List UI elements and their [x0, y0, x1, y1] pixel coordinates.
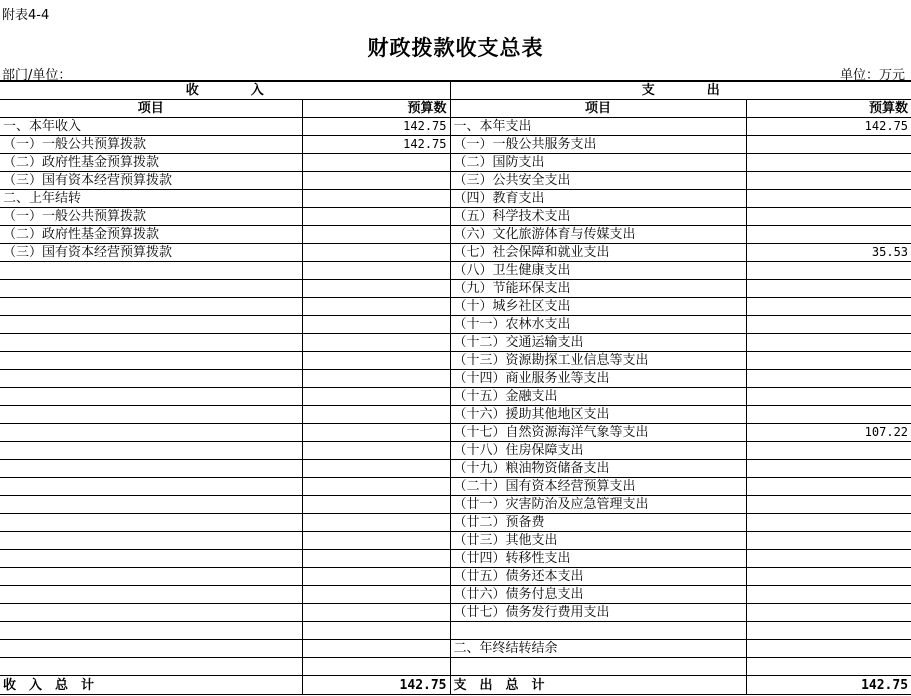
income-value	[302, 352, 450, 370]
expense-item-col: 项目	[450, 100, 746, 118]
income-item: （一）一般公共预算拨款	[0, 136, 302, 154]
expense-item: （十三）资源勘探工业信息等支出	[450, 352, 746, 370]
table-row	[0, 568, 911, 586]
expense-value	[746, 658, 911, 676]
income-value	[302, 298, 450, 316]
expense-header: 支 出	[450, 81, 911, 100]
income-item: （三）国有资本经营预算拨款	[0, 172, 302, 190]
income-value	[302, 316, 450, 334]
income-value: 142.75	[302, 118, 450, 136]
table-row	[0, 208, 911, 226]
income-value	[302, 406, 450, 424]
expense-item: （廿七）债务发行费用支出	[450, 604, 746, 622]
expense-value: 107.22	[746, 424, 911, 442]
income-item	[0, 640, 302, 658]
expense-value	[746, 226, 911, 244]
income-value	[302, 226, 450, 244]
table-row	[0, 496, 911, 514]
income-value	[302, 154, 450, 172]
expense-value	[746, 172, 911, 190]
expense-item: （一）一般公共服务支出	[450, 136, 746, 154]
section-header-row	[0, 81, 911, 100]
expense-value	[746, 208, 911, 226]
income-budget-col: 预算数	[302, 100, 450, 118]
income-item	[0, 658, 302, 676]
income-item	[0, 586, 302, 604]
income-total-label: 收 入 总 计	[0, 676, 302, 695]
expense-value	[746, 352, 911, 370]
table-row	[0, 514, 911, 532]
income-item	[0, 280, 302, 298]
unit-label: 单位：万元	[839, 68, 905, 83]
page-title: 财政拨款收支总表	[367, 35, 544, 60]
expense-item: （廿三）其他支出	[450, 532, 746, 550]
expense-value	[746, 532, 911, 550]
table-row	[0, 622, 911, 640]
table-row	[0, 478, 911, 496]
table-row	[0, 226, 911, 244]
expense-value	[746, 298, 911, 316]
table-row	[0, 586, 911, 604]
income-value	[302, 532, 450, 550]
table-row	[0, 334, 911, 352]
income-value	[302, 244, 450, 262]
income-value	[302, 190, 450, 208]
table-row	[0, 388, 911, 406]
table-row	[0, 262, 911, 280]
expense-value	[746, 406, 911, 424]
table-row	[0, 154, 911, 172]
income-item: 二、上年结转	[0, 190, 302, 208]
expense-item: （廿二）预备费	[450, 514, 746, 532]
column-header-row	[0, 100, 911, 118]
expense-item: （十一）农林水支出	[450, 316, 746, 334]
income-value	[302, 586, 450, 604]
income-item	[0, 442, 302, 460]
income-value	[302, 640, 450, 658]
table-row	[0, 460, 911, 478]
income-value	[302, 208, 450, 226]
table-row	[0, 244, 911, 262]
expense-value	[746, 496, 911, 514]
income-item: （二）政府性基金预算拨款	[0, 154, 302, 172]
expense-value	[746, 514, 911, 532]
expense-value	[746, 442, 911, 460]
income-value	[302, 442, 450, 460]
income-item-col: 项目	[0, 100, 302, 118]
expense-value	[746, 622, 911, 640]
income-item	[0, 334, 302, 352]
income-value	[302, 604, 450, 622]
expense-item: （十八）住房保障支出	[450, 442, 746, 460]
expense-item: （十六）援助其他地区支出	[450, 406, 746, 424]
expense-item: （十四）商业服务业等支出	[450, 370, 746, 388]
expense-value	[746, 370, 911, 388]
income-item: （一）一般公共预算拨款	[0, 208, 302, 226]
table-row	[0, 280, 911, 298]
income-item: （三）国有资本经营预算拨款	[0, 244, 302, 262]
income-value	[302, 262, 450, 280]
expense-value: 35.53	[746, 244, 911, 262]
expense-value	[746, 280, 911, 298]
expense-value	[746, 388, 911, 406]
expense-item: 二、年终结转结余	[450, 640, 746, 658]
table-row	[0, 604, 911, 622]
table-row	[0, 172, 911, 190]
income-item	[0, 352, 302, 370]
budget-table	[0, 80, 911, 695]
table-row	[0, 550, 911, 568]
expense-item: （四）教育支出	[450, 190, 746, 208]
income-item	[0, 370, 302, 388]
income-value	[302, 370, 450, 388]
expense-item: （十五）金融支出	[450, 388, 746, 406]
table-row	[0, 316, 911, 334]
table-row	[0, 370, 911, 388]
expense-item: （廿六）债务付息支出	[450, 586, 746, 604]
expense-value	[746, 550, 911, 568]
table-row	[0, 352, 911, 370]
income-item	[0, 406, 302, 424]
expense-item: （三）公共安全支出	[450, 172, 746, 190]
expense-value	[746, 154, 911, 172]
income-item: 一、本年收入	[0, 118, 302, 136]
income-item	[0, 298, 302, 316]
expense-value	[746, 316, 911, 334]
table-row	[0, 190, 911, 208]
expense-item	[450, 622, 746, 640]
expense-item: （二）国防支出	[450, 154, 746, 172]
expense-total-label: 支 出 总 计	[450, 676, 746, 695]
income-value	[302, 658, 450, 676]
expense-item: （八）卫生健康支出	[450, 262, 746, 280]
income-item	[0, 550, 302, 568]
income-item	[0, 424, 302, 442]
income-value	[302, 568, 450, 586]
expense-item: （十）城乡社区支出	[450, 298, 746, 316]
expense-value	[746, 262, 911, 280]
expense-value	[746, 604, 911, 622]
income-item	[0, 622, 302, 640]
table-number: 附表4-4	[2, 8, 50, 23]
income-item	[0, 316, 302, 334]
income-value	[302, 388, 450, 406]
table-row	[0, 136, 911, 154]
expense-item	[450, 658, 746, 676]
income-item	[0, 496, 302, 514]
expense-item: （廿一）灾害防治及应急管理支出	[450, 496, 746, 514]
expense-budget-col: 预算数	[746, 100, 911, 118]
income-total-value: 142.75	[302, 676, 450, 695]
department-label: 部门/单位：	[2, 68, 72, 83]
income-value: 142.75	[302, 136, 450, 154]
expense-item: （六）文化旅游体育与传媒支出	[450, 226, 746, 244]
income-item	[0, 262, 302, 280]
income-item: （二）政府性基金预算拨款	[0, 226, 302, 244]
income-item	[0, 514, 302, 532]
table-row	[0, 532, 911, 550]
expense-value	[746, 568, 911, 586]
expense-item: （廿四）转移性支出	[450, 550, 746, 568]
expense-item: （七）社会保障和就业支出	[450, 244, 746, 262]
table-row	[0, 406, 911, 424]
income-item	[0, 604, 302, 622]
income-value	[302, 478, 450, 496]
expense-item: 一、本年支出	[450, 118, 746, 136]
table-row	[0, 442, 911, 460]
expense-value	[746, 586, 911, 604]
table-row	[0, 424, 911, 442]
table-row	[0, 640, 911, 658]
income-item	[0, 532, 302, 550]
expense-value	[746, 190, 911, 208]
expense-item: （五）科学技术支出	[450, 208, 746, 226]
expense-value	[746, 640, 911, 658]
expense-value	[746, 460, 911, 478]
table-row	[0, 658, 911, 676]
income-item	[0, 478, 302, 496]
expense-value: 142.75	[746, 118, 911, 136]
expense-item: （十二）交通运输支出	[450, 334, 746, 352]
income-value	[302, 622, 450, 640]
expense-item: （廿五）债务还本支出	[450, 568, 746, 586]
income-value	[302, 460, 450, 478]
expense-item: （十七）自然资源海洋气象等支出	[450, 424, 746, 442]
income-value	[302, 280, 450, 298]
income-value	[302, 424, 450, 442]
expense-item: （九）节能环保支出	[450, 280, 746, 298]
expense-value	[746, 478, 911, 496]
expense-item: （二十）国有资本经营预算支出	[450, 478, 746, 496]
expense-value	[746, 136, 911, 154]
income-item	[0, 568, 302, 586]
table-row	[0, 118, 911, 136]
income-value	[302, 496, 450, 514]
expense-total-value: 142.75	[746, 676, 911, 695]
expense-item: （十九）粮油物资储备支出	[450, 460, 746, 478]
income-header: 收 入	[0, 81, 450, 100]
income-item	[0, 460, 302, 478]
income-value	[302, 514, 450, 532]
expense-value	[746, 334, 911, 352]
income-value	[302, 550, 450, 568]
income-value	[302, 334, 450, 352]
table-row	[0, 298, 911, 316]
total-row	[0, 676, 911, 695]
income-value	[302, 172, 450, 190]
income-item	[0, 388, 302, 406]
